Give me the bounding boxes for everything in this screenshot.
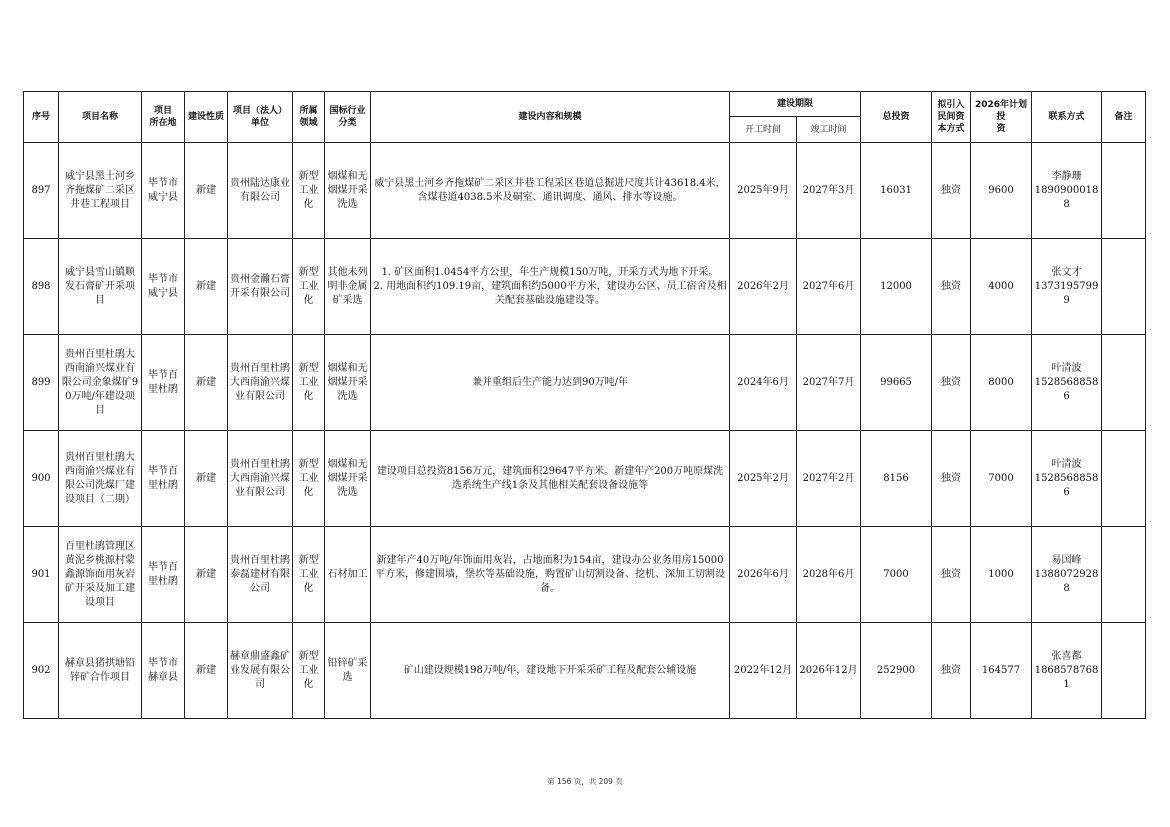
header-content: 建设内容和规模 <box>371 92 730 143</box>
header-end: 竣工时间 <box>797 117 861 143</box>
cell-location: 毕节百里杜鹃 <box>142 527 185 623</box>
cell-remark <box>1102 335 1146 431</box>
cell-field: 新型工业化 <box>293 143 325 239</box>
header-private-capital: 拟引入 民间资 本方式 <box>932 92 971 143</box>
header-unit: 项目（法人） 单位 <box>228 92 293 143</box>
cell-private-capital: 独资 <box>932 623 971 719</box>
cell-total: 99665 <box>861 335 932 431</box>
header-row-top <box>24 92 1146 117</box>
cell-unit: 贵州百里杜鹃大西南渝兴煤业有限公司 <box>228 431 293 527</box>
cell-remark <box>1102 431 1146 527</box>
header-seq: 序号 <box>24 92 59 143</box>
cell-seq: 898 <box>24 239 59 335</box>
cell-end: 2027年2月 <box>797 431 861 527</box>
cell-name: 贵州百里杜鹃大西南渝兴煤业有限公司金象煤矿90万吨/年建设项目 <box>59 335 142 431</box>
cell-name: 赫章县猪拱塘铅锌矿合作项目 <box>59 623 142 719</box>
cell-remark <box>1102 527 1146 623</box>
cell-private-capital: 独资 <box>932 143 971 239</box>
header-remark: 备注 <box>1102 92 1146 143</box>
cell-contact: 叶清波 15285688586 <box>1032 431 1102 527</box>
table-row <box>24 335 1146 431</box>
cell-content: 兼并重组后生产能力达到90万吨/年 <box>371 335 730 431</box>
cell-seq: 899 <box>24 335 59 431</box>
cell-private-capital: 独资 <box>932 239 971 335</box>
cell-start: 2025年2月 <box>730 431 797 527</box>
cell-seq: 897 <box>24 143 59 239</box>
table-row <box>24 239 1146 335</box>
cell-contact: 李静珊 18909000188 <box>1032 143 1102 239</box>
cell-contact: 叶清波 15285688586 <box>1032 335 1102 431</box>
cell-start: 2022年12月 <box>730 623 797 719</box>
header-period: 建设期限 <box>730 92 861 117</box>
cell-content: 威宁县黑土河乡齐拖煤矿二采区井巷工程采区巷道总掘进尺度共计43618.4米，含煤巷道4038.5米及硐室、通讯调度、通风、排水等设施。 <box>371 143 730 239</box>
cell-plan-2026: 8000 <box>971 335 1032 431</box>
cell-remark <box>1102 143 1146 239</box>
cell-name: 百里杜鹃管理区黄泥乡桃源村蒙鑫源饰面用灰岩矿开采及加工建设项目 <box>59 527 142 623</box>
cell-industry: 烟煤和无烟煤开采洗选 <box>325 143 371 239</box>
cell-unit: 贵州陆达康业有限公司 <box>228 143 293 239</box>
header-plan-2026: 2026年计划投 资 <box>971 92 1032 143</box>
cell-nature: 新建 <box>185 335 228 431</box>
cell-remark <box>1102 623 1146 719</box>
cell-total: 16031 <box>861 143 932 239</box>
cell-industry: 烟煤和无烟煤开采洗选 <box>325 335 371 431</box>
cell-content: 建设项目总投资8156万元，建筑面积29647平方米。新建年产200万吨原煤洗选系统生产线1条及其他相关配套设备设施等 <box>371 431 730 527</box>
header-contact: 联系方式 <box>1032 92 1102 143</box>
cell-nature: 新建 <box>185 239 228 335</box>
cell-end: 2027年6月 <box>797 239 861 335</box>
header-industry: 国标行业 分类 <box>325 92 371 143</box>
table-row <box>24 431 1146 527</box>
cell-location: 毕节市威宁县 <box>142 239 185 335</box>
cell-end: 2026年12月 <box>797 623 861 719</box>
header-location: 项目 所在地 <box>142 92 185 143</box>
cell-unit: 贵州百里杜鹃泰磊建材有限公司 <box>228 527 293 623</box>
cell-total: 7000 <box>861 527 932 623</box>
cell-contact: 易国峰 13880729288 <box>1032 527 1102 623</box>
cell-seq: 902 <box>24 623 59 719</box>
cell-nature: 新建 <box>185 527 228 623</box>
cell-end: 2028年6月 <box>797 527 861 623</box>
cell-field: 新型工业化 <box>293 431 325 527</box>
cell-total: 252900 <box>861 623 932 719</box>
cell-field: 新型工业化 <box>293 239 325 335</box>
header-name: 项目名称 <box>59 92 142 143</box>
cell-unit: 贵州百里杜鹃大西南渝兴煤业有限公司 <box>228 335 293 431</box>
cell-industry: 石材加工 <box>325 527 371 623</box>
cell-end: 2027年3月 <box>797 143 861 239</box>
cell-name: 贵州百里杜鹃大西南渝兴煤业有限公司洗煤厂建设项目（二期） <box>59 431 142 527</box>
cell-industry: 铅锌矿采选 <box>325 623 371 719</box>
cell-content: 新建年产40万吨/年饰面用灰岩，占地面积为154亩，建设办公业务用房15000平方米，修建围墙，堡坎等基础设施，购置矿山切割设备、挖机、深加工切割设备。 <box>371 527 730 623</box>
cell-plan-2026: 9600 <box>971 143 1032 239</box>
cell-industry: 其他未列明非金属矿采选 <box>325 239 371 335</box>
cell-seq: 900 <box>24 431 59 527</box>
table-row <box>24 527 1146 623</box>
cell-contact: 张文才 13731957999 <box>1032 239 1102 335</box>
cell-start: 2026年2月 <box>730 239 797 335</box>
cell-industry: 烟煤和无烟煤开采洗选 <box>325 431 371 527</box>
cell-total: 12000 <box>861 239 932 335</box>
page-footer: 第 156 页，共 209 页 <box>547 777 623 786</box>
cell-remark <box>1102 239 1146 335</box>
cell-nature: 新建 <box>185 623 228 719</box>
cell-start: 2026年6月 <box>730 527 797 623</box>
table-row <box>24 623 1146 719</box>
header-total: 总投资 <box>861 92 932 143</box>
cell-start: 2024年6月 <box>730 335 797 431</box>
cell-private-capital: 独资 <box>932 431 971 527</box>
cell-seq: 901 <box>24 527 59 623</box>
cell-private-capital: 独资 <box>932 335 971 431</box>
cell-nature: 新建 <box>185 431 228 527</box>
cell-plan-2026: 164577 <box>971 623 1032 719</box>
cell-name: 威宁县黑土河乡齐拖煤矿二采区井巷工程项目 <box>59 143 142 239</box>
cell-unit: 赫章鼎盛鑫矿业发展有限公司 <box>228 623 293 719</box>
cell-field: 新型工业化 <box>293 527 325 623</box>
cell-location: 毕节市威宁县 <box>142 143 185 239</box>
cell-total: 8156 <box>861 431 932 527</box>
cell-content: 矿山建设规模198万吨/年，建设地下开采采矿工程及配套公辅设施 <box>371 623 730 719</box>
cell-end: 2027年7月 <box>797 335 861 431</box>
cell-plan-2026: 7000 <box>971 431 1032 527</box>
header-start: 开工时间 <box>730 117 797 143</box>
table-body <box>24 143 1146 719</box>
project-table <box>23 91 1146 719</box>
cell-private-capital: 独资 <box>932 527 971 623</box>
table-row <box>24 143 1146 239</box>
header-nature: 建设性质 <box>185 92 228 143</box>
cell-name: 威宁县雪山镇顺发石膏矿开采项目 <box>59 239 142 335</box>
cell-location: 毕节百里杜鹃 <box>142 431 185 527</box>
cell-nature: 新建 <box>185 143 228 239</box>
cell-location: 毕节市赫章县 <box>142 623 185 719</box>
cell-plan-2026: 4000 <box>971 239 1032 335</box>
cell-unit: 贵州金瀚石膏开采有限公司 <box>228 239 293 335</box>
cell-start: 2025年9月 <box>730 143 797 239</box>
cell-plan-2026: 1000 <box>971 527 1032 623</box>
header-field: 所属 领域 <box>293 92 325 143</box>
cell-field: 新型工业化 <box>293 623 325 719</box>
cell-field: 新型工业化 <box>293 335 325 431</box>
cell-content: 1. 矿区面积1.0454平方公里，年生产规模150万吨，开采方式为地下开采。 2. 用地面积约109.19亩，建筑面积约5000平方米，建设办公区、员工宿舍及相关配套基础设施建设等。 <box>371 239 730 335</box>
cell-contact: 张喜都 18685787681 <box>1032 623 1102 719</box>
cell-location: 毕节百里杜鹃 <box>142 335 185 431</box>
